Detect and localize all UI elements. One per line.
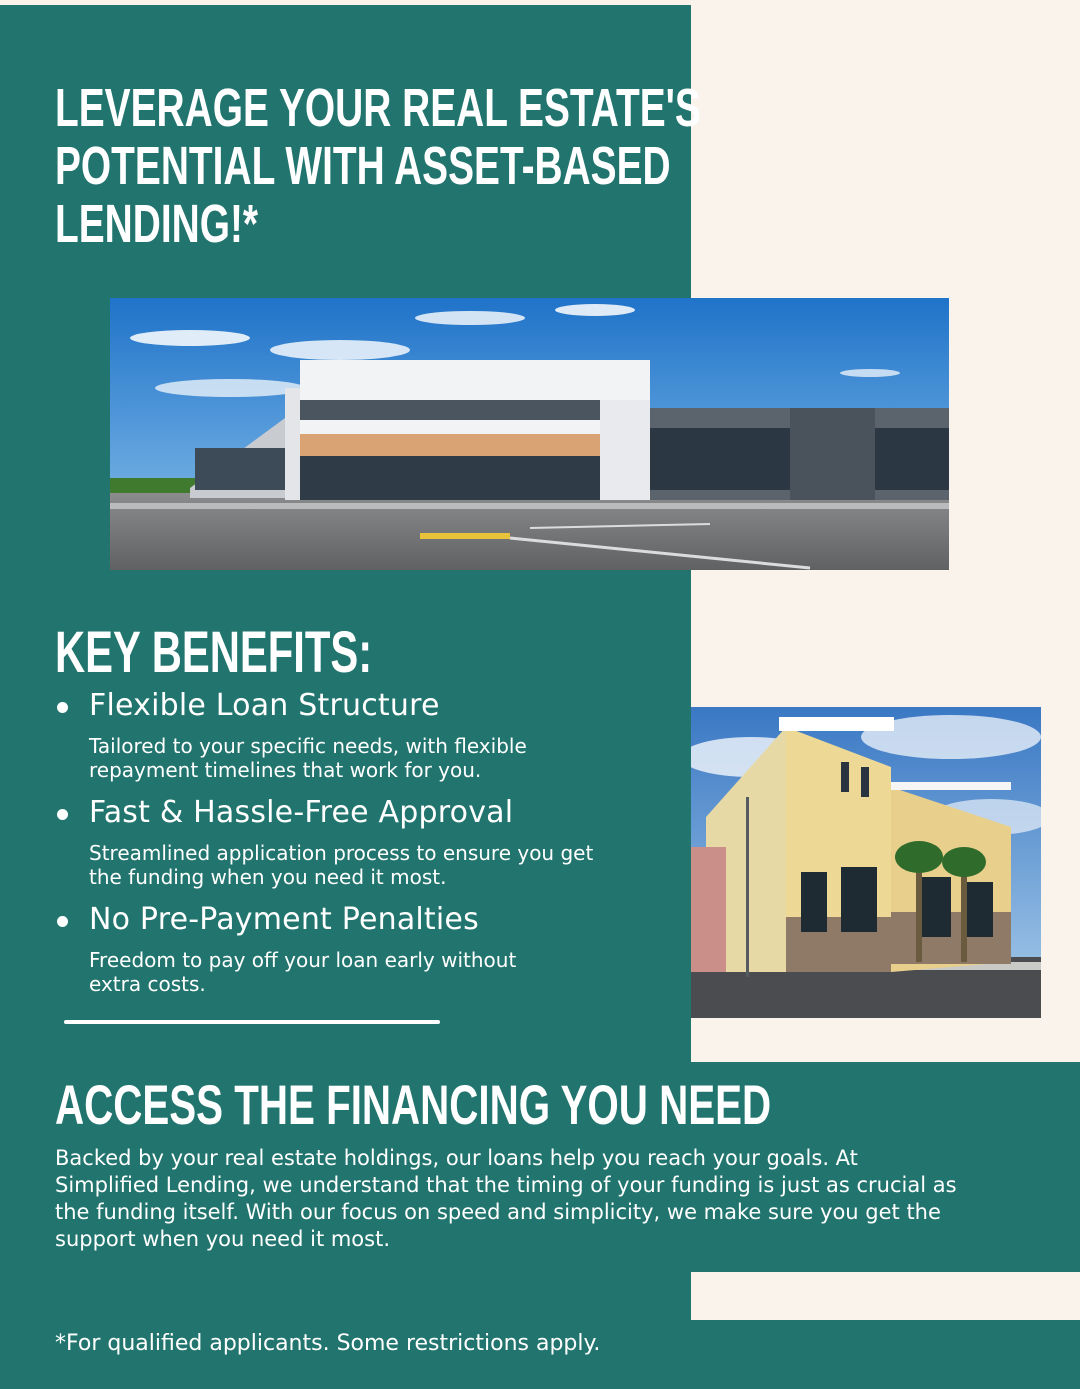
benefit-description-line: Streamlined application process to ensure you get: [89, 841, 594, 865]
benefit-description-line: Freedom to pay off your loan early without: [89, 948, 517, 972]
list-item: [55, 793, 675, 889]
benefit-title: Flexible Loan Structure: [89, 688, 440, 723]
benefit-description-line: the funding when you need it most.: [89, 865, 447, 889]
section-divider: [64, 1020, 440, 1024]
hero-title-line-1: LEVERAGE YOUR REAL ESTATE'S: [55, 78, 701, 138]
benefit-description: [89, 734, 675, 782]
bullet-icon: [57, 916, 68, 927]
benefits-list: [55, 686, 675, 1007]
list-item: [55, 686, 675, 782]
benefit-description-line: Tailored to your specific needs, with flexible: [89, 734, 527, 758]
retail-building-photo: [691, 707, 1041, 1018]
benefit-title: Fast & Hassle-Free Approval: [89, 795, 514, 830]
financing-paragraph-line: Backed by your real estate holdings, our loans help you reach your goals. At: [55, 1146, 858, 1170]
benefit-description: [89, 841, 675, 889]
footer-teal-panel: [0, 1272, 691, 1320]
bullet-icon: [57, 702, 68, 713]
list-item: [55, 900, 675, 996]
benefits-heading: KEY BENEFITS:: [55, 620, 373, 685]
financing-heading: ACCESS THE FINANCING YOU NEED: [55, 1073, 772, 1136]
benefit-description-line: extra costs.: [89, 972, 206, 996]
hero-title-line-2: POTENTIAL WITH ASSET-BASED: [55, 136, 671, 196]
benefit-description: [89, 948, 675, 996]
benefit-description-line: repayment timelines that work for you.: [89, 758, 482, 782]
financing-paragraph-line: support when you need it most.: [55, 1227, 391, 1251]
footnote: *For qualified applicants. Some restrictions apply.: [55, 1331, 601, 1356]
benefit-title: No Pre-Payment Penalties: [89, 902, 479, 937]
commercial-building-photo: [110, 298, 949, 570]
financing-paragraph: [55, 1145, 985, 1253]
financing-paragraph-line: the funding itself. With our focus on speed and simplicity, we make sure you get the: [55, 1200, 941, 1224]
financing-paragraph-line: Simplified Lending, we understand that the timing of your funding is just as crucial as: [55, 1173, 957, 1197]
bullet-icon: [57, 809, 68, 820]
hero-title-line-3: LENDING!*: [55, 194, 259, 254]
